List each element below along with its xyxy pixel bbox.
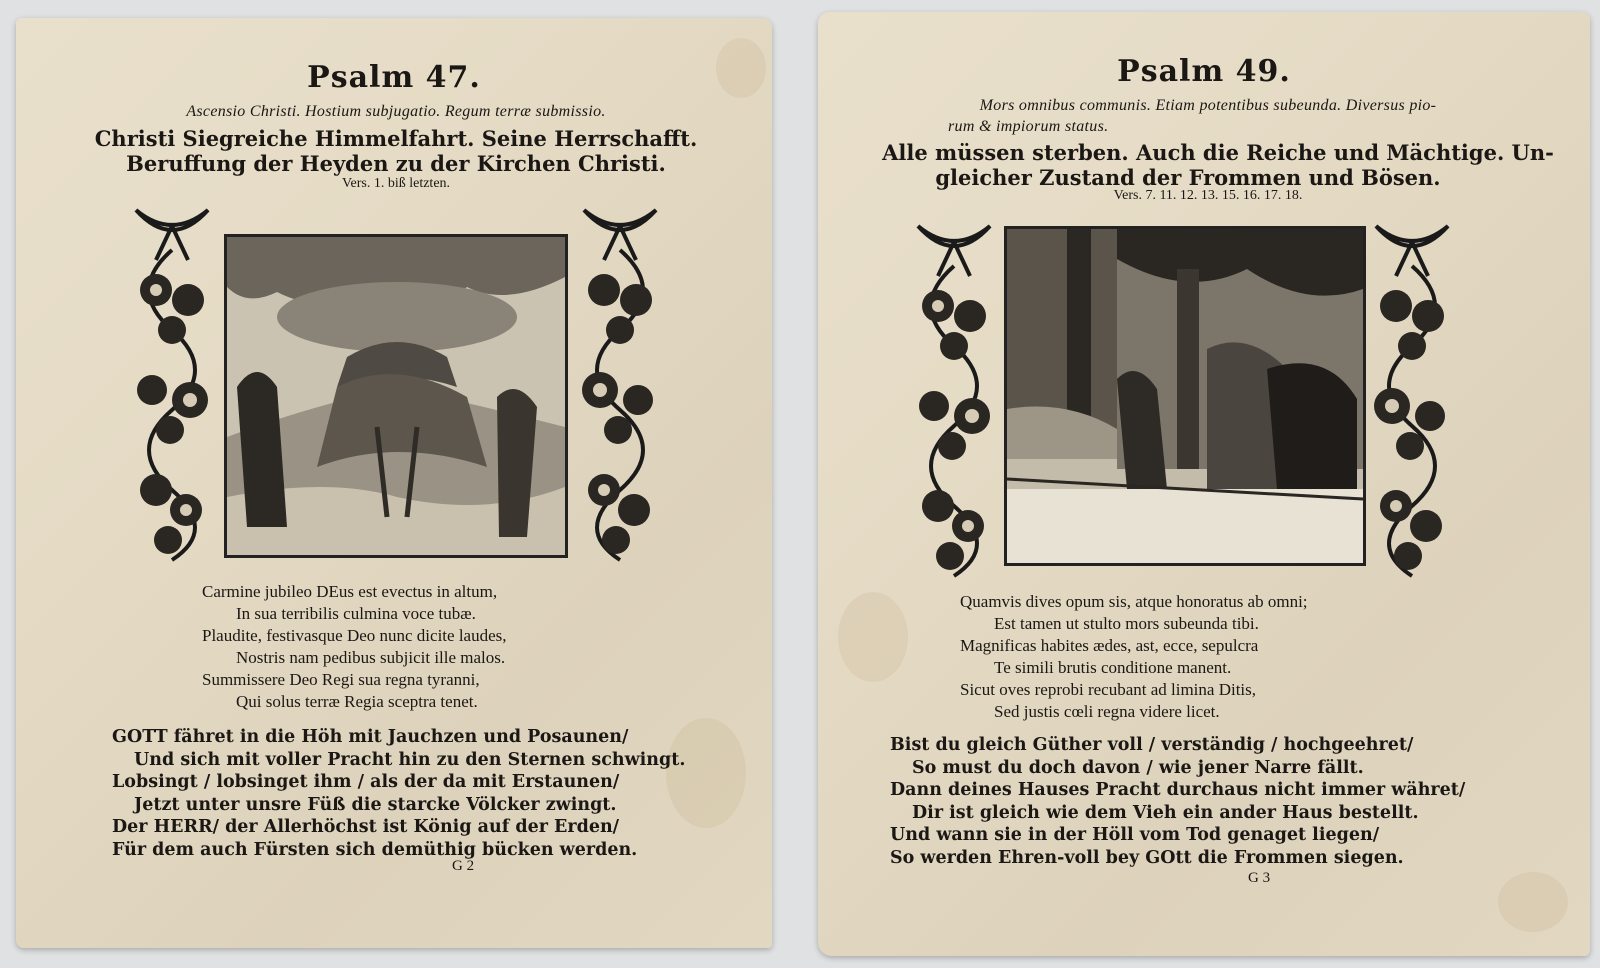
latin-poem-line: Sed justis cœli regna videre licet. xyxy=(994,702,1220,721)
page-signature: G 2 xyxy=(452,858,475,874)
german-poem-line: GOTT fähret in die Höh mit Jauchzen und Posaunen/ xyxy=(112,727,629,747)
verse-reference: Vers. 1. biß letzten. xyxy=(341,176,451,191)
latin-header: Ascensio Christi. Hostium subjugatio. Regum terræ submissio. xyxy=(186,103,606,120)
latin-poem-line: Summissere Deo Regi sua regna tyranni, xyxy=(202,670,480,689)
garland-drawing xyxy=(564,190,676,570)
engraving-ascension xyxy=(224,234,568,558)
latin-poem-line: Carmine jubileo DEus est evectus in altum, xyxy=(202,582,498,601)
page-signature: G 3 xyxy=(1248,870,1271,886)
latin-poem xyxy=(202,581,507,713)
right-page xyxy=(818,12,1590,956)
latin-header-line-2: rum & impiorum status. xyxy=(948,118,1109,135)
german-header-line-1: Christi Siegreiche Himmelfahrt. Seine Herrschafft. xyxy=(94,126,698,151)
german-poem-line: Jetzt unter unsre Füß die starcke Völcker zwingt. xyxy=(134,794,617,815)
german-header-line-1: Alle müssen sterben. Auch die Reiche und Mächtige. Un- xyxy=(882,140,1554,165)
german-poem-line: Und sich mit voller Pracht hin zu den Sternen schwingt. xyxy=(134,749,686,770)
engraving-drawing xyxy=(1007,229,1363,563)
latin-poem-line: Nostris nam pedibus subjicit ille malos. xyxy=(236,648,506,667)
garland-drawing xyxy=(1356,206,1468,586)
latin-header-line-1: Mors omnibus communis. Etiam potentibus subeunda. Diversus pio- xyxy=(979,97,1437,114)
latin-poem-line: In sua terribilis culmina voce tubæ. xyxy=(236,604,476,623)
german-poem-line: Der HERR/ der Allerhöchst ist König auf der Erden/ xyxy=(112,817,620,837)
latin-poem-line: Te simili brutis conditione manent. xyxy=(994,658,1232,677)
engraving-drawing xyxy=(227,237,565,555)
garland-drawing xyxy=(116,190,228,570)
german-header-line-2: gleicher Zustand der Frommen und Bösen. xyxy=(935,165,1441,190)
german-poem xyxy=(890,734,1465,869)
latin-poem-line: Magnificas habites ædes, ast, ecce, sepulcra xyxy=(960,636,1259,655)
german-poem-line: Für dem auch Fürsten sich demüthig bücken werden. xyxy=(112,839,638,860)
left-page xyxy=(16,18,772,948)
latin-poem-line: Sicut oves reprobi recubant ad limina Ditis, xyxy=(960,680,1257,699)
garland-drawing xyxy=(898,206,1010,586)
german-header-line-2: Beruffung der Heyden zu der Kirchen Christi. xyxy=(126,151,666,176)
german-poem-line: So must du doch davon / wie jener Narre fällt. xyxy=(912,757,1364,778)
german-poem-line: So werden Ehren-voll bey GOtt die Frommen siegen. xyxy=(890,847,1404,868)
german-poem-line: Und wann sie in der Höll vom Tod genaget liegen/ xyxy=(890,825,1380,845)
psalm-title: Psalm 49. xyxy=(1117,54,1291,89)
latin-poem-line: Qui solus terræ Regia sceptra tenet. xyxy=(236,692,478,711)
german-poem-line: Bist du gleich Güther voll / verständig / hochgeehret/ xyxy=(890,735,1414,755)
latin-poem-line: Quamvis dives opum sis, atque honoratus ab omni; xyxy=(960,592,1308,611)
engraving-death-of-rich-man xyxy=(1004,226,1366,566)
german-poem-line: Dann deines Hauses Pracht durchaus nicht immer währet/ xyxy=(890,780,1466,800)
german-poem-line: Lobsingt / lobsinget ihm / als der da mit Erstaunen/ xyxy=(112,772,620,792)
floral-garland-ornament xyxy=(898,206,1010,586)
latin-poem-line: Est tamen ut stulto mors subeunda tibi. xyxy=(994,614,1259,633)
german-poem xyxy=(112,726,685,861)
german-poem-line: Dir ist gleich wie dem Vieh ein ander Haus bestellt. xyxy=(912,802,1419,823)
latin-poem xyxy=(960,591,1308,723)
verse-reference: Vers. 7. 11. 12. 13. 15. 16. 17. 18. xyxy=(1113,188,1303,203)
floral-garland-ornament xyxy=(1356,206,1468,586)
paper-stain xyxy=(1498,872,1568,932)
floral-garland-ornament xyxy=(564,190,676,570)
latin-poem-line: Plaudite, festivasque Deo nunc dicite laudes, xyxy=(202,626,507,645)
paper-stain xyxy=(838,592,908,682)
floral-garland-ornament xyxy=(116,190,228,570)
psalm-title: Psalm 47. xyxy=(307,60,481,95)
